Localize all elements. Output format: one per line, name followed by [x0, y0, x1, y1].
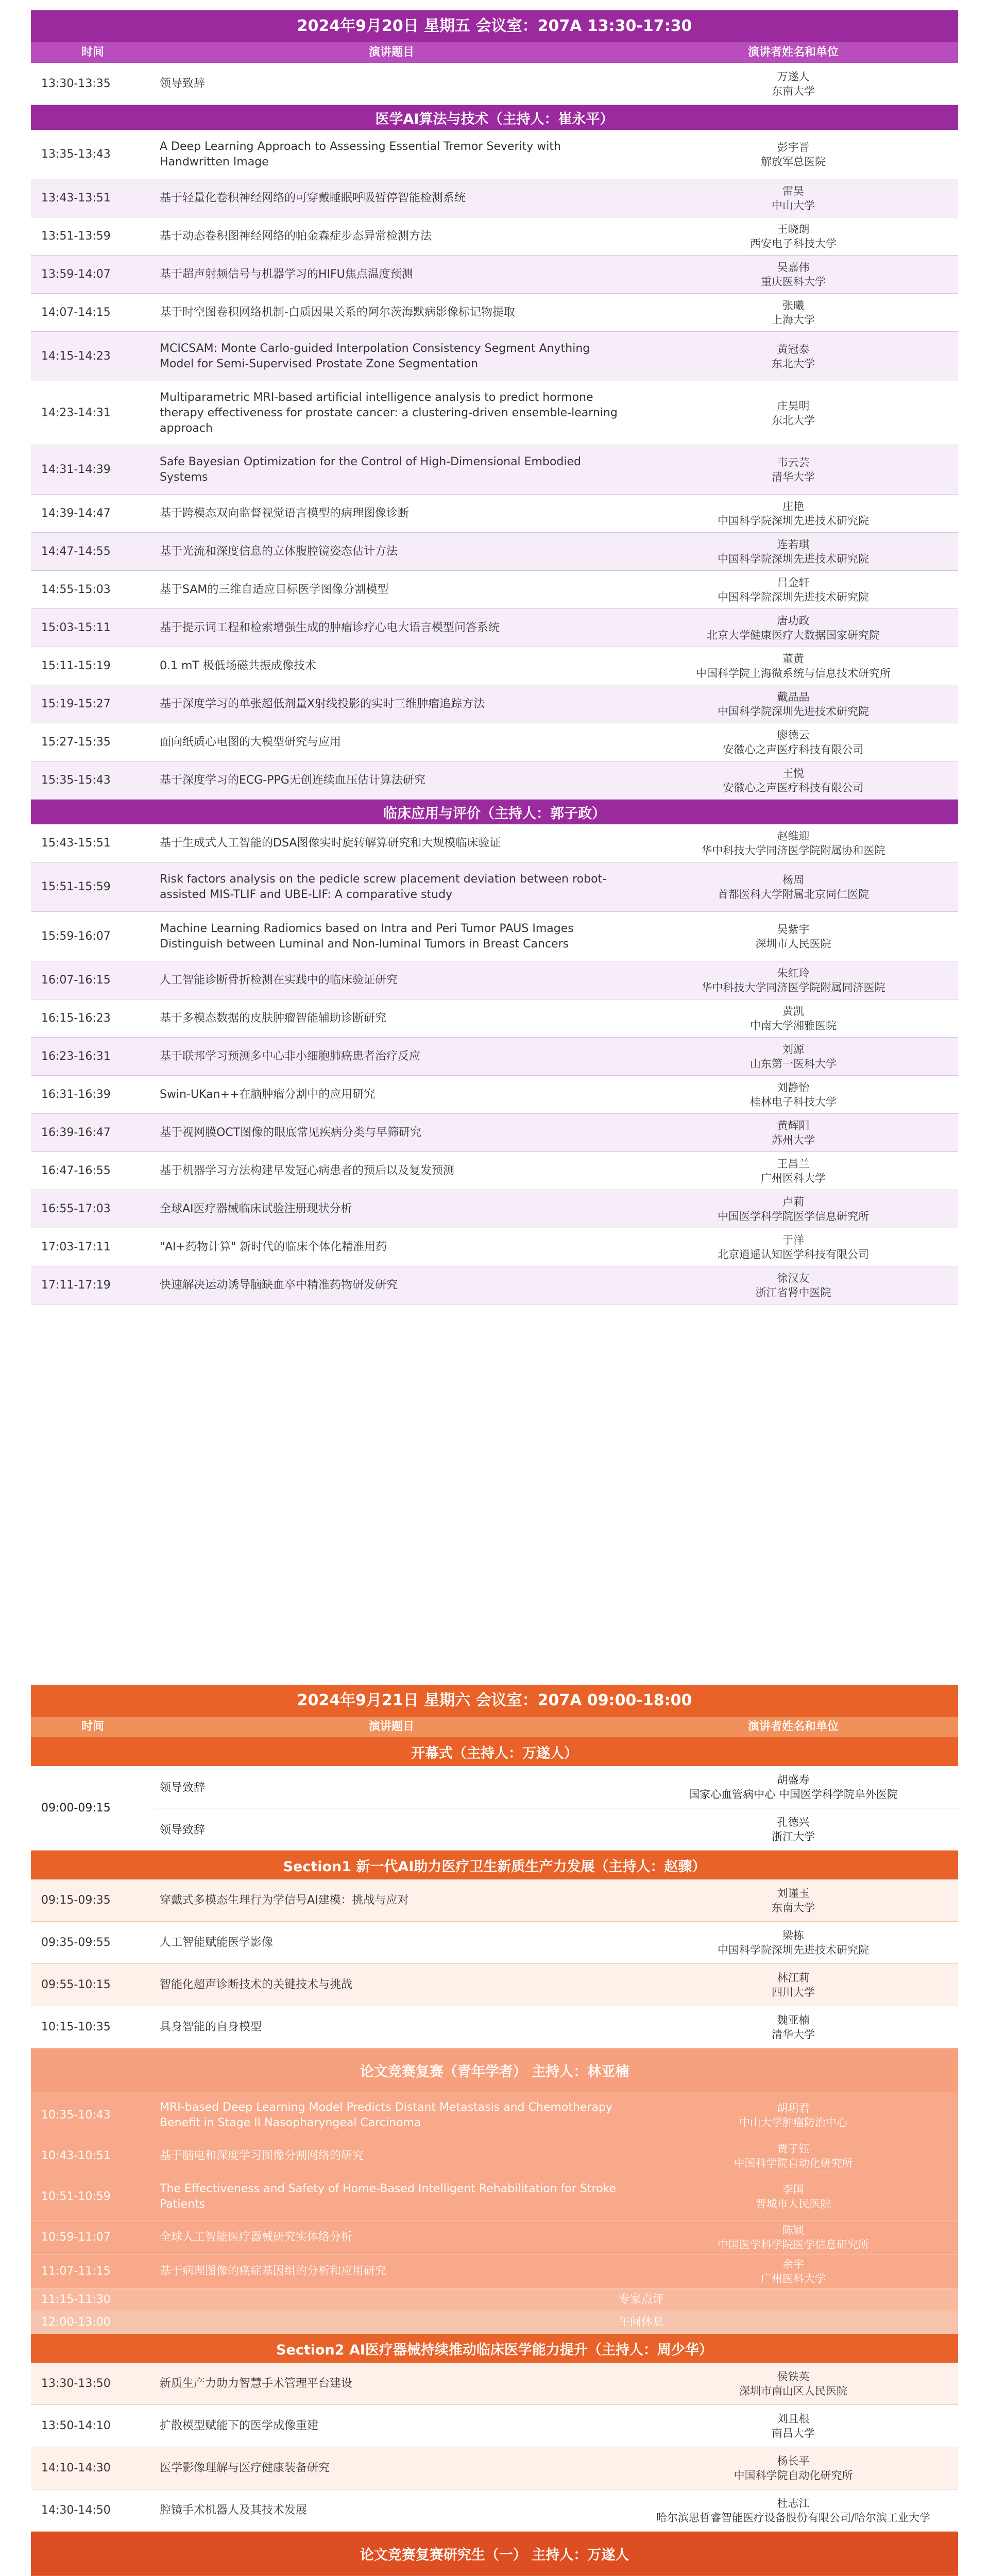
row-time: 15:43-15:51	[41, 837, 111, 850]
speaker-org: 深圳市人民医院	[755, 937, 831, 950]
speaker-name: 廖德云	[777, 728, 810, 741]
table-row	[31, 2447, 958, 2489]
speaker-org: 上海大学	[772, 313, 815, 326]
table-row	[31, 63, 958, 105]
row-title: 基于轻量化卷积神经网络的可穿戴睡眠呼吸暂停智能检测系统	[160, 191, 466, 205]
row-speaker	[628, 761, 958, 799]
row-speaker	[628, 217, 958, 255]
session-banner: Section2 AI医疗器械持续推动临床医学能力提升（主持人：周少华）	[31, 2334, 958, 2363]
speaker-name: 刘且根	[777, 2412, 810, 2425]
table-row	[31, 2221, 958, 2255]
row-time: 17:03-17:11	[41, 1241, 111, 1253]
speaker-name: 于洋	[782, 1233, 804, 1246]
speaker-org: 清华大学	[772, 2028, 815, 2041]
speaker-name: 余宇	[782, 2258, 804, 2270]
speaker-org: 中山大学	[772, 199, 815, 212]
speaker-name: 赵维迎	[777, 829, 810, 842]
row-speaker	[628, 332, 958, 381]
opening-rows	[155, 1766, 958, 1850]
row-time: 12:00-13:00	[41, 2316, 111, 2329]
table-row	[31, 2363, 958, 2405]
row-title: A Deep Learning Approach to Assessing Essential Tremor Severity with Handwritten Image	[160, 140, 561, 168]
session-banner: 论文竞赛复赛（青年学者） 主持人：林亚楠	[31, 2048, 958, 2092]
row-time: 14:31-14:39	[41, 463, 111, 476]
col-speaker: 演讲者姓名和单位	[747, 1720, 839, 1733]
row-title: 基于动态卷积图神经网络的帕金森症步态异常检测方法	[160, 229, 432, 243]
row-speaker	[628, 1808, 958, 1850]
row-speaker	[628, 999, 958, 1037]
row-time: 13:30-13:35	[41, 77, 111, 90]
table-row	[31, 1076, 958, 1114]
row-speaker	[628, 130, 958, 179]
speaker-org: 西安电子科技大学	[750, 237, 837, 250]
opening-block	[31, 1766, 958, 1851]
row-speaker	[628, 2405, 958, 2447]
row-time: 15:19-15:27	[41, 698, 111, 710]
table-row	[155, 1766, 958, 1808]
row-speaker	[628, 445, 958, 494]
speaker-name: 杜志江	[777, 2497, 810, 2510]
speaker-name: 吴嘉伟	[777, 261, 810, 274]
table-row	[31, 2092, 958, 2139]
row-time: 14:23-14:31	[41, 406, 111, 419]
row-title: 腔镜手术机器人及其技术发展	[160, 2503, 308, 2517]
row-time: 14:15-14:23	[41, 350, 111, 363]
row-time: 15:59-16:07	[41, 930, 111, 943]
speaker-name: 卢莉	[782, 1195, 804, 1208]
speaker-name: 吴紫宇	[777, 923, 810, 936]
col-speaker: 演讲者姓名和单位	[747, 46, 839, 59]
row-time: 13:50-14:10	[41, 2419, 111, 2432]
speaker-org: 中国医学科学院医学信息研究所	[718, 1210, 869, 1223]
speaker-org: 中国科学院深圳先进技术研究院	[718, 590, 869, 603]
row-title: 扩散模型赋能下的医学成像重建	[160, 2419, 319, 2432]
row-title: 人工智能诊断骨折检测在实践中的临床验证研究	[160, 973, 398, 987]
table-row	[31, 2173, 958, 2221]
speaker-name: 刘源	[782, 1043, 804, 1056]
speaker-org: 解放军总医院	[761, 155, 826, 168]
row-title: Multiparametric MRI-based artificial intelligence analysis to predict hormone therapy effectiveness for prostate cancer: a clustering-driven ensemble-learning approach	[160, 391, 618, 435]
row-time: 17:11-17:19	[41, 1279, 111, 1292]
row-time: 15:11-15:19	[41, 659, 111, 672]
row-time: 10:15-10:35	[41, 2021, 111, 2033]
table-row	[31, 2006, 958, 2048]
speaker-name: 王昌兰	[777, 1157, 810, 1170]
speaker-name: 王晓朗	[777, 223, 810, 235]
speaker-org: 中国科学院深圳先进技术研究院	[718, 514, 869, 527]
speaker-org: 中国科学院上海微系统与信息技术研究所	[696, 667, 891, 680]
session-banner: 临床应用与评价（主持人：郭子政）	[31, 800, 958, 824]
table-row	[31, 1152, 958, 1190]
table-row	[31, 1266, 958, 1304]
table-row	[31, 2289, 958, 2311]
row-speaker	[628, 1766, 958, 1808]
speaker-org: 中国科学院深圳先进技术研究院	[718, 552, 869, 565]
row-speaker	[628, 381, 958, 445]
table-row	[31, 256, 958, 294]
day1-session2-rows	[31, 824, 958, 1304]
row-speaker	[628, 2489, 958, 2531]
speaker-org: 北京大学健康医疗大数据国家研究院	[707, 629, 880, 641]
row-speaker	[628, 571, 958, 608]
row-time: 15:27-15:35	[41, 736, 111, 749]
speaker-name: 魏亚楠	[777, 2013, 810, 2026]
row-speaker	[628, 1152, 958, 1190]
row-title: 智能化超声诊断技术的关键技术与挑战	[160, 1978, 353, 1991]
row-title: 基于深度学习的ECG-PPG无创连续血压估计算法研究	[160, 773, 425, 787]
table-row	[31, 533, 958, 571]
speaker-name: 杨长平	[777, 2454, 810, 2467]
speaker-org: 桂林电子科技大学	[750, 1095, 837, 1108]
speaker-name: 李国	[782, 2183, 804, 2196]
speaker-org: 浙江省肾中医院	[755, 1286, 831, 1299]
row-speaker	[628, 862, 958, 911]
row-speaker	[628, 1922, 958, 1963]
table-row	[31, 1228, 958, 1266]
speaker-org: 华中科技大学同济医学院附属协和医院	[701, 844, 885, 857]
table-row	[31, 1879, 958, 1922]
table-row	[155, 1808, 958, 1850]
speaker-org: 中国科学院自动化研究所	[734, 2157, 853, 2170]
speaker-org: 广州医科大学	[761, 1172, 826, 1184]
speaker-org: 浙江大学	[772, 1830, 815, 1843]
day2-title: 2024年9月21日 星期六 会议室：207A 09:00-18:00	[31, 1685, 958, 1717]
table-row	[31, 381, 958, 445]
row-title: 基于脑电和深度学习图像分割网络的研究	[160, 2149, 364, 2162]
row-time: 11:07-11:15	[41, 2265, 111, 2278]
row-time: 16:15-16:23	[41, 1012, 111, 1025]
row-speaker	[628, 495, 958, 532]
row-title: 0.1 mT 极低场磁共振成像技术	[160, 659, 316, 672]
row-speaker	[628, 647, 958, 685]
row-time: 09:15-09:35	[41, 1894, 111, 1907]
speaker-name: 王悦	[782, 767, 804, 779]
row-title: 面向纸质心电图的大模型研究与应用	[160, 735, 342, 749]
day2-schedule	[31, 1685, 958, 2576]
table-row	[31, 2489, 958, 2532]
table-row	[31, 609, 958, 647]
row-time: 10:43-10:51	[41, 2149, 111, 2162]
speaker-org: 晋城市人民医院	[755, 2197, 831, 2210]
table-row	[31, 1038, 958, 1076]
row-time: 16:55-17:03	[41, 1202, 111, 1215]
speaker-name: 刘谨玉	[777, 1887, 810, 1900]
row-time: 09:55-10:15	[41, 1978, 111, 1991]
row-time: 14:55-15:03	[41, 583, 111, 596]
row-title: 新质生产力助力智慧手术管理平台建设	[160, 2377, 353, 2390]
table-row	[31, 332, 958, 381]
table-row	[31, 1190, 958, 1228]
row-time: 13:51-13:59	[41, 230, 111, 243]
speaker-name: 黄冠泰	[777, 343, 810, 355]
row-title: 领导致辞	[160, 77, 206, 90]
row-title: 基于光流和深度信息的立体腹腔镜姿态估计方法	[160, 545, 398, 558]
row-time: 14:07-14:15	[41, 306, 111, 319]
table-row	[31, 445, 958, 495]
speaker-name: 黄辉阳	[777, 1119, 810, 1132]
speaker-org: 安徽心之声医疗科技有限公司	[723, 743, 864, 756]
table-row	[31, 647, 958, 685]
row-time: 14:30-14:50	[41, 2504, 111, 2517]
speaker-org: 中国医学科学院医学信息研究所	[718, 2238, 869, 2251]
table-row	[31, 130, 958, 179]
row-speaker	[628, 2255, 958, 2288]
table-row	[31, 862, 958, 912]
speaker-org: 中山大学肿瘤防治中心	[739, 2116, 847, 2129]
row-time: 13:59-14:07	[41, 268, 111, 281]
day2-section1-rows	[31, 1879, 958, 2048]
row-time: 13:30-13:50	[41, 2377, 111, 2390]
row-title: 基于深度学习的单张超低剂量X射线投影的实时三维肿瘤追踪方法	[160, 697, 485, 710]
row-speaker	[628, 1266, 958, 1304]
row-title: 人工智能赋能医学影像	[160, 1936, 274, 1949]
speaker-org: 国家心血管病中心 中国医学科学院阜外医院	[689, 1788, 898, 1801]
table-row	[31, 912, 958, 961]
day2-section2-rows	[31, 2363, 958, 2532]
speaker-name: 陈颖	[782, 2224, 804, 2236]
table-row	[31, 179, 958, 217]
session-banner: 医学AI算法与技术（主持人：崔永平）	[31, 105, 958, 130]
row-time: 16:07-16:15	[41, 974, 111, 987]
table-row	[31, 1964, 958, 2006]
row-title: 基于跨模态双向监督视觉语言模型的病理图像诊断	[160, 506, 410, 520]
row-title: 基于生成式人工智能的DSA图像实时旋转解算研究和大规模临床验证	[160, 836, 501, 850]
speaker-name: 贾子钰	[777, 2142, 810, 2155]
speaker-org: 安徽心之声医疗科技有限公司	[723, 781, 864, 794]
table-row	[31, 999, 958, 1038]
table-row	[31, 723, 958, 761]
row-title: 基于提示词工程和检索增强生成的肿瘤诊疗心电大语言模型问答系统	[160, 621, 500, 634]
speaker-name: 吕金轩	[777, 576, 810, 589]
row-title: "AI+药物计算" 新时代的临床个体化精准用药	[160, 1240, 387, 1253]
row-time: 16:31-16:39	[41, 1088, 111, 1101]
speaker-org: 中南大学湘雅医院	[750, 1019, 837, 1032]
speaker-name: 黄凯	[782, 1005, 804, 1018]
row-time: 10:35-10:43	[41, 2109, 111, 2122]
row-speaker	[628, 1228, 958, 1266]
row-speaker	[628, 2221, 958, 2254]
speaker-name: 胡盛寿	[777, 1773, 810, 1786]
day1-title: 2024年9月20日 星期五 会议室：207A 13:30-17:30	[31, 10, 958, 42]
row-speaker	[628, 294, 958, 331]
row-speaker	[628, 1879, 958, 1921]
row-title: 基于机器学习方法构建早发冠心病患者的预后以及复发预测	[160, 1164, 455, 1177]
row-speaker	[628, 961, 958, 999]
row-title: 领导致辞	[160, 1824, 206, 1837]
row-speaker	[628, 1076, 958, 1113]
row-title: 基于联邦学习预测多中心非小细胞肺癌患者治疗反应	[160, 1049, 421, 1063]
speaker-name: 张曦	[782, 299, 804, 312]
row-title: MRI-based Deep Learning Model Predicts Distant Metastasis and Chemotherapy Benefit in Stage II Nasopharyngeal Carcinoma	[160, 2100, 612, 2129]
row-time: 16:23-16:31	[41, 1050, 111, 1063]
row-speaker	[628, 533, 958, 570]
speaker-org: 中国科学院深圳先进技术研究院	[718, 705, 869, 718]
speaker-name: 庄艳	[782, 500, 804, 513]
row-title: 具身智能的自身模型	[160, 2020, 262, 2033]
row-speaker	[628, 2447, 958, 2489]
row-time: 14:39-14:47	[41, 507, 111, 520]
row-time: 15:03-15:11	[41, 621, 111, 634]
speaker-name: 朱红玲	[777, 967, 810, 979]
speaker-org: 深圳市南山区人民医院	[739, 2384, 847, 2397]
speaker-org: 哈尔滨思哲睿智能医疗设备股份有限公司/哈尔滨工业大学	[656, 2511, 931, 2524]
row-time: 16:39-16:47	[41, 1126, 111, 1139]
row-title: 专家点评	[618, 2293, 664, 2306]
speaker-name: 庄昊明	[777, 399, 810, 412]
speaker-name: 戴晶晶	[777, 690, 810, 703]
table-row	[31, 824, 958, 862]
speaker-name: 徐汉友	[777, 1272, 810, 1284]
speaker-org: 华中科技大学同济医学院附属同济医院	[701, 981, 885, 994]
col-time: 时间	[81, 46, 104, 59]
day2-youth-rows	[31, 2092, 958, 2289]
speaker-name: 胡玥君	[777, 2102, 810, 2114]
row-title: 领导致辞	[160, 1782, 206, 1794]
row-time: 14:10-14:30	[41, 2462, 111, 2475]
row-time: 09:35-09:55	[41, 1936, 111, 1949]
table-row	[31, 2139, 958, 2173]
row-time: 16:47-16:55	[41, 1164, 111, 1177]
row-speaker	[628, 2092, 958, 2139]
row-time: 13:43-13:51	[41, 192, 111, 205]
speaker-name: 万遂人	[777, 70, 810, 83]
row-title: 穿戴式多模态生理行为学信号AI建模：挑战与应对	[160, 1893, 409, 1907]
session-banner: Section1 新一代AI助力医疗卫生新质生产力发展（主持人：赵骤）	[31, 1851, 958, 1879]
speaker-name: 刘静怡	[777, 1081, 810, 1094]
speaker-name: 杨周	[782, 873, 804, 886]
table-row	[31, 685, 958, 723]
row-title: 基于SAM的三维自适应目标医学图像分割模型	[160, 583, 389, 596]
speaker-org: 四川大学	[772, 1986, 815, 1998]
speaker-name: 唐功政	[777, 614, 810, 627]
speaker-name: 梁栋	[782, 1929, 804, 1942]
row-time: 11:15-11:30	[41, 2293, 111, 2306]
table-row	[31, 2255, 958, 2289]
session-banner: 开幕式（主持人：万遂人）	[31, 1737, 958, 1766]
row-time: 15:51-15:59	[41, 880, 111, 893]
col-title: 演讲题目	[368, 46, 414, 59]
row-title: 全球人工智能医疗器械研究实体络分析	[160, 2230, 353, 2244]
speaker-org: 首都医科大学附属北京同仁医院	[718, 888, 869, 901]
speaker-org: 中国科学院自动化研究所	[734, 2469, 853, 2482]
row-title: 基于多模态数据的皮肤肿瘤智能辅助诊断研究	[160, 1011, 387, 1025]
row-title: MCICSAM: Monte Carlo-guided Interpolation Consistency Segment Anything Model for Semi-Supervised Prostate Zone Segmentation	[160, 342, 590, 370]
table-row	[31, 1922, 958, 1964]
row-title: Machine Learning Radiomics based on Intra and Peri Tumor PAUS Images Distinguish between Luminal and Non-luminal Tumors in Breast Cancers	[160, 922, 574, 951]
row-title: 基于视网膜OCT图像的眼底常见疾病分类与早筛研究	[160, 1126, 422, 1139]
speaker-org: 东南大学	[772, 84, 815, 97]
col-title: 演讲题目	[368, 1720, 414, 1733]
row-speaker	[628, 1038, 958, 1075]
speaker-name: 彭宇晋	[777, 141, 810, 154]
row-title: The Effectiveness and Safety of Home-Based Intelligent Rehabilitation for Stroke Patients	[160, 2182, 617, 2211]
speaker-org: 南昌大学	[772, 2427, 815, 2439]
speaker-org: 东北大学	[772, 357, 815, 370]
row-speaker	[628, 609, 958, 647]
row-title: 基于时空图卷积网络机制-白质因果关系的阿尔茨海默病影像标记物提取	[160, 306, 515, 319]
row-speaker	[628, 824, 958, 862]
row-time: 10:59-11:07	[41, 2231, 111, 2244]
row-time: 14:47-14:55	[41, 545, 111, 558]
row-title: 基于超声射频信号与机器学习的HIFU焦点温度预测	[160, 267, 413, 281]
row-speaker	[628, 2006, 958, 2048]
row-time: 10:51-10:59	[41, 2190, 111, 2203]
row-speaker	[628, 63, 958, 105]
speaker-org: 苏州大学	[772, 1133, 815, 1146]
table-row	[31, 2405, 958, 2447]
table-row	[31, 761, 958, 800]
table-row	[31, 217, 958, 256]
col-time: 时间	[81, 1720, 104, 1733]
session-banner: 论文竞赛复赛研究生（一） 主持人：万遂人	[31, 2532, 958, 2575]
row-speaker	[628, 1964, 958, 2006]
row-speaker	[628, 2173, 958, 2220]
row-speaker	[628, 723, 958, 761]
speaker-org: 广州医科大学	[761, 2272, 826, 2285]
speaker-name: 董黄	[782, 652, 804, 665]
speaker-name: 雷昊	[782, 184, 804, 197]
table-row	[31, 294, 958, 332]
row-speaker	[628, 1190, 958, 1228]
table-row	[31, 1114, 958, 1152]
speaker-name: 侯铁英	[777, 2370, 810, 2383]
speaker-org: 东北大学	[772, 414, 815, 427]
speaker-org: 北京逍遥认知医学科技有限公司	[718, 1248, 869, 1261]
row-title: Swin-UKan++在脑肿瘤分割中的应用研究	[160, 1088, 376, 1101]
table-row	[31, 571, 958, 609]
row-title: 午间休息	[618, 2315, 664, 2329]
table-row	[31, 495, 958, 533]
row-time: 13:35-13:43	[41, 148, 111, 161]
speaker-name: 林江莉	[777, 1971, 810, 1984]
row-title: 快速解决运动诱导脑缺血卒中精准药物研发研究	[160, 1278, 398, 1292]
row-title: Safe Bayesian Optimization for the Control of High-Dimensional Embodied Systems	[160, 455, 581, 484]
day1-schedule	[31, 10, 958, 1304]
row-time: 15:35-15:43	[41, 774, 111, 787]
day1-column-headers	[31, 42, 958, 63]
day2-column-headers	[31, 1717, 958, 1737]
row-speaker	[628, 2139, 958, 2173]
speaker-org: 清华大学	[772, 470, 815, 483]
row-title: Risk factors analysis on the pedicle screw placement deviation between robot-assisted MIS-TLIF and UBE-LIF: A comparative study	[160, 872, 607, 901]
row-title: 医学影像理解与医疗健康装备研究	[160, 2461, 330, 2475]
speaker-name: 连若琪	[777, 538, 810, 551]
row-speaker	[628, 256, 958, 293]
table-row	[31, 961, 958, 999]
row-time: 09:00-09:15	[41, 1802, 111, 1815]
day1-session1-rows	[31, 130, 958, 800]
row-speaker	[628, 179, 958, 217]
row-speaker	[628, 1114, 958, 1151]
row-speaker	[628, 2363, 958, 2404]
row-speaker	[628, 912, 958, 961]
speaker-org: 重庆医科大学	[761, 275, 826, 288]
speaker-name: 孔德兴	[777, 1816, 810, 1828]
row-speaker	[628, 685, 958, 723]
speaker-org: 中国科学院深圳先进技术研究院	[718, 1943, 869, 1956]
row-title: 基于病理图像的癌症基因组的分析和应用研究	[160, 2264, 387, 2278]
speaker-org: 山东第一医科大学	[750, 1057, 837, 1070]
speaker-org: 东南大学	[772, 1901, 815, 1914]
table-row	[31, 2311, 958, 2334]
row-title: 全球AI医疗器械临床试验注册现状分析	[160, 1202, 352, 1215]
speaker-name: 韦云芸	[777, 456, 810, 469]
